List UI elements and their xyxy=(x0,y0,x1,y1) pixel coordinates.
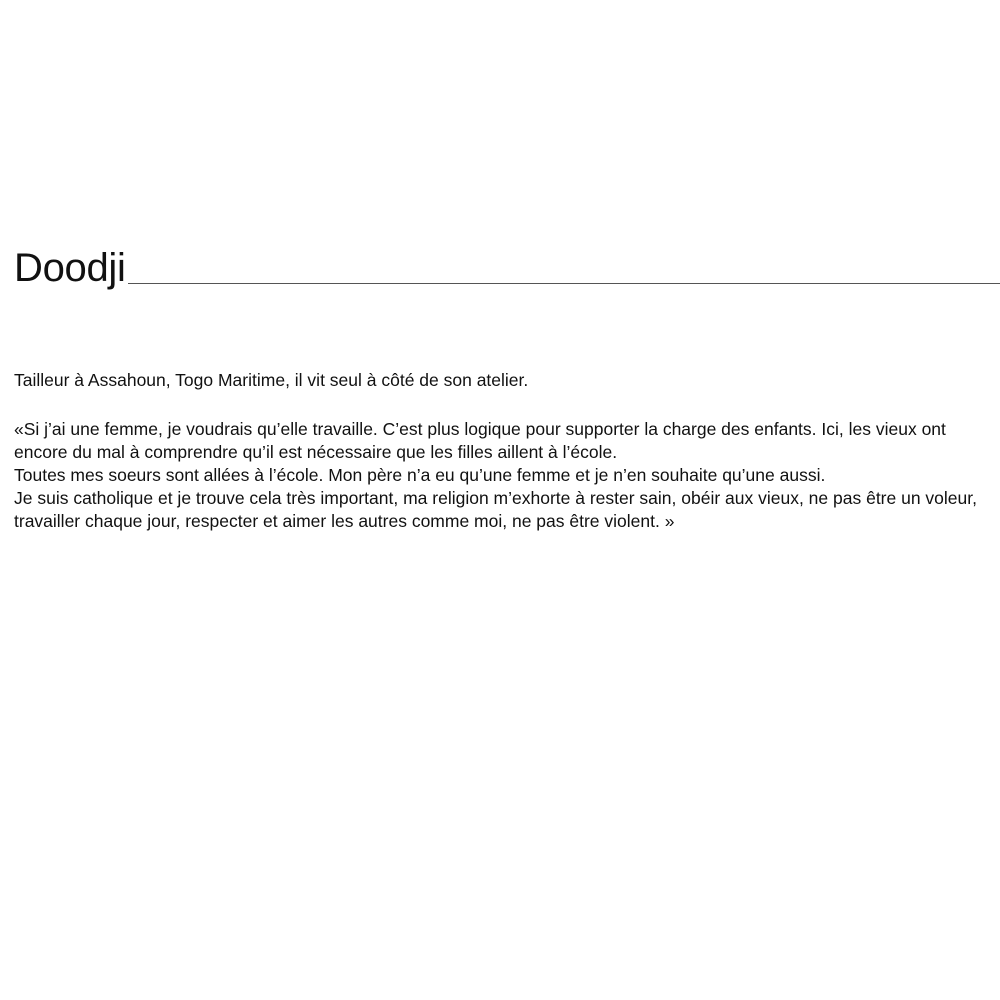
quote-line: Toutes mes soeurs sont allées à l’école. Mon père n’a eu qu’une femme et je n’en souhaite qu’une aussi. xyxy=(14,465,826,485)
title-row xyxy=(14,246,1000,290)
title-divider xyxy=(128,283,1000,284)
quote-line: Je suis catholique et je trouve cela très important, ma religion m’exhorte à rester sain, obéir aux vieux, ne pas être un voleur, travailler chaque jour, respecter et aimer les autres comme moi, ne pas être violent. » xyxy=(14,488,977,531)
quote-paragraph xyxy=(14,418,990,533)
quote-line: «Si j’ai une femme, je voudrais qu’elle travaille. C’est plus logique pour supporter la charge des enfants. Ici, les vieux ont encore du mal à comprendre qu’il est nécessaire que les filles aillent à l’école. xyxy=(14,419,946,462)
page-title: Doodji xyxy=(14,246,126,290)
intro-paragraph: Tailleur à Assahoun, Togo Maritime, il vit seul à côté de son atelier. xyxy=(14,370,529,390)
